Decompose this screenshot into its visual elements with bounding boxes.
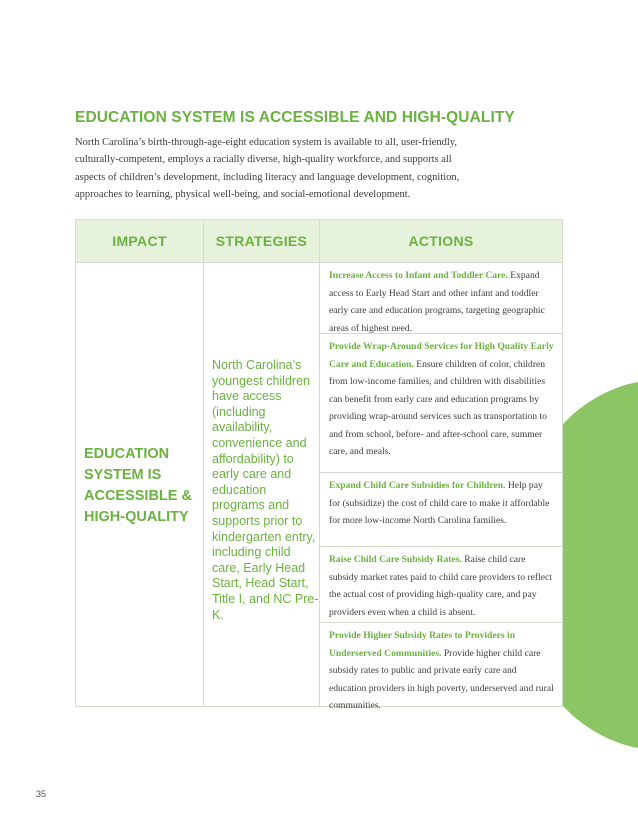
header-impact: IMPACT: [112, 233, 167, 249]
action-item: [320, 623, 562, 711]
strategy-cell: North Carolina’s youngest children have access (including availability, convenience and affordability) to early care and education programs and supports prior to kindergarten entry, including child care, Early Head Start, Head Start, Title I, and NC Pre-K.: [212, 358, 319, 622]
section-heading: EDUCATION SYSTEM IS ACCESSIBLE AND HIGH-QUALITY: [75, 109, 515, 126]
impact-strategies-actions-table: [75, 219, 563, 711]
action-item: [320, 473, 562, 547]
section-intro: North Carolina’s birth-through-age-eight education system is available to all, user-friendly, culturally-competent, employs a racially diverse, high-quality workforce, and supports all aspects of children’s development, including literacy and language development, cognition, approaches to learning, physical well-being, and social-emotional development.: [75, 137, 460, 200]
action-text: Ensure children of color, children from low-income families, and children with disabilities can benefit from early care and education programs by providing wrap-around services such as transportation to and from school, before- and after-school care, summer care, and meals.: [329, 358, 547, 457]
action-item: [320, 334, 562, 473]
action-item: [320, 263, 562, 334]
action-item: [320, 547, 562, 623]
action-text: Provide higher child care subsidy rates to public and private early care and education providers in high poverty, underserved and rural communities.: [329, 647, 554, 711]
action-text: Expand access to Early Head Start and other infant and toddler early care and education programs, targeting geographic areas of highest need.: [329, 270, 545, 334]
action-title: Provide Higher Subsidy Rates to Providers in Underserved Communities.: [329, 630, 516, 659]
action-title: Expand Child Care Subsidies for Children.: [329, 480, 506, 491]
action-title: Increase Access to Infant and Toddler Care.: [329, 270, 508, 281]
page-number: 35: [36, 789, 47, 799]
header-actions: ACTIONS: [408, 233, 474, 249]
impact-cell: EDUCATION SYSTEM IS ACCESSIBLE & HIGH-QUALITY: [84, 446, 192, 525]
action-text: Help pay for (subsidize) the cost of child care to make it affordable for more low-income North Carolina families.: [329, 480, 550, 526]
header-strategies: STRATEGIES: [215, 233, 308, 249]
action-title: Raise Child Care Subsidy Rates.: [329, 554, 462, 565]
action-title: Provide Wrap-Around Services for High Quality Early Care and Education.: [329, 341, 554, 370]
action-text: Raise child care subsidy market rates paid to child care providers to reflect the actual cost of providing high-quality care, and pay providers even when a child is absent.: [329, 554, 552, 618]
